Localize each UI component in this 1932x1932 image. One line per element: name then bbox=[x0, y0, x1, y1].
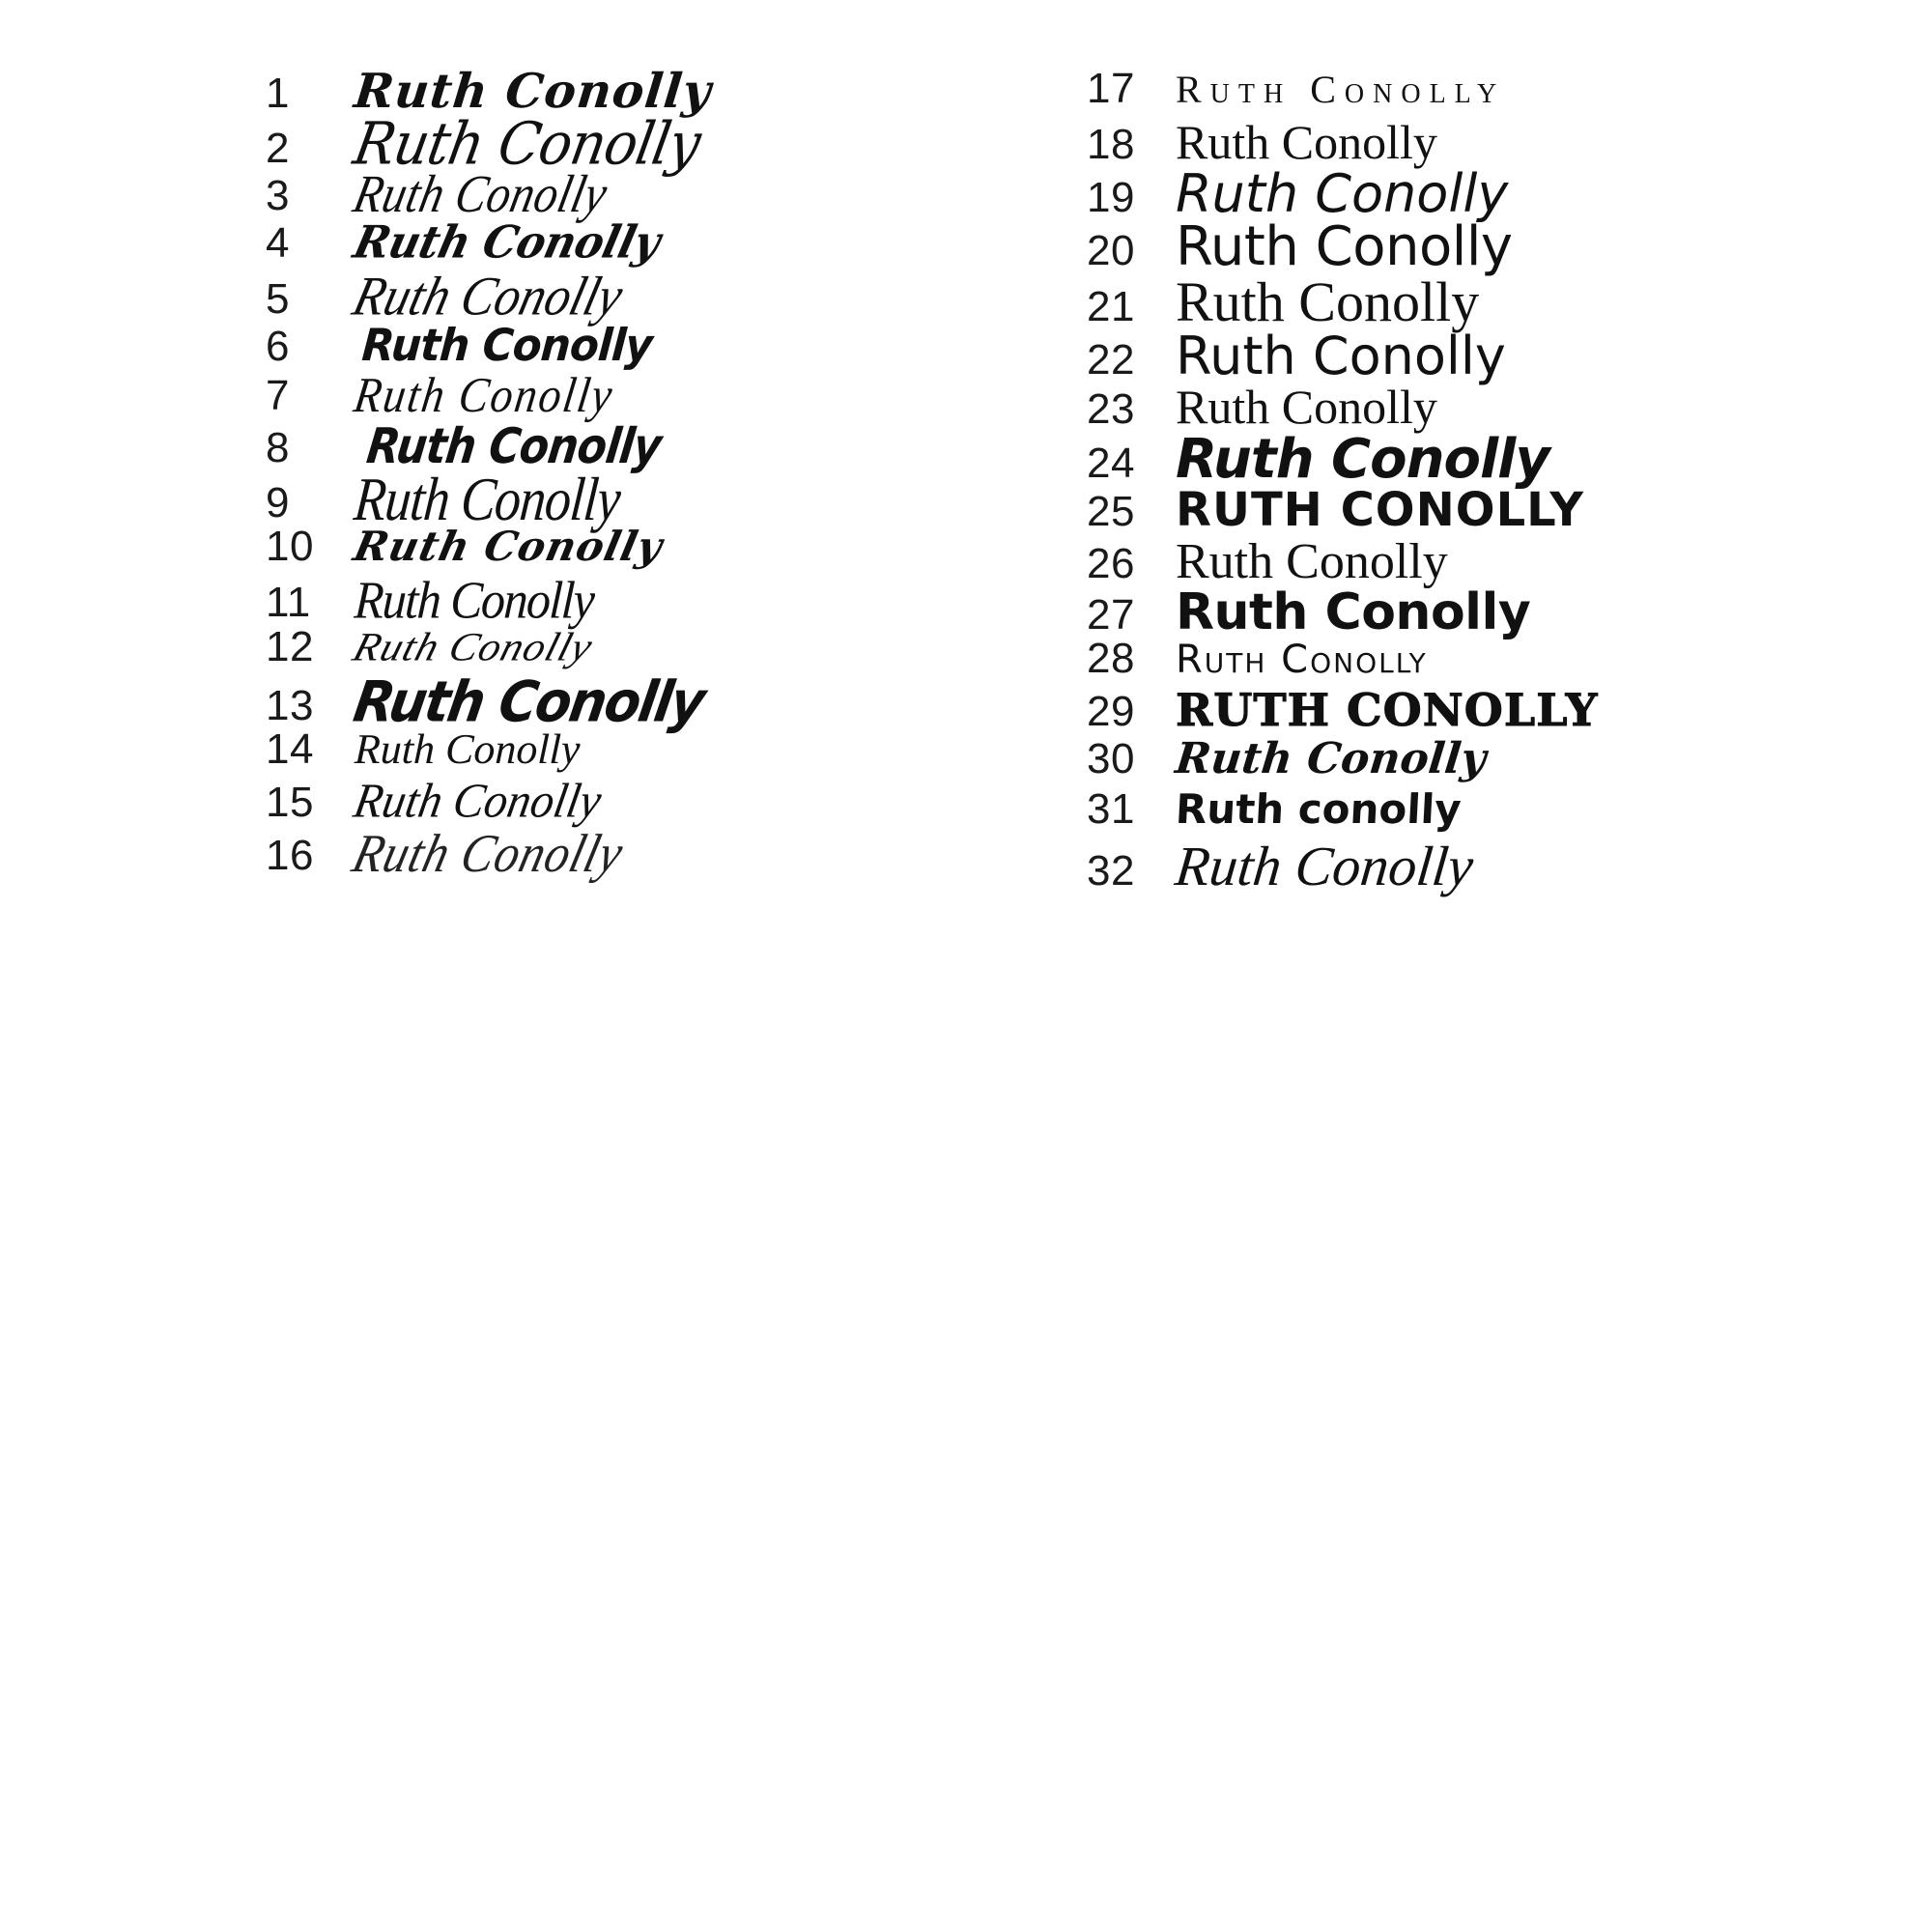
sample-number-16: 16 bbox=[266, 832, 314, 879]
sample-number-27: 27 bbox=[1087, 591, 1135, 639]
sample-number-13: 13 bbox=[266, 682, 314, 729]
sample-text-20 bbox=[1176, 215, 1850, 278]
sample-row-27[interactable] bbox=[1087, 583, 1850, 641]
sample-number-7: 7 bbox=[266, 372, 290, 419]
sample-number-17: 17 bbox=[1087, 65, 1135, 112]
sample-number-18: 18 bbox=[1087, 121, 1135, 168]
sample-text-29 bbox=[1176, 684, 1850, 736]
sample-row-13[interactable] bbox=[266, 668, 1029, 735]
sample-number-1: 1 bbox=[266, 70, 290, 117]
sample-row-31[interactable] bbox=[1087, 785, 1850, 838]
sample-text-12 bbox=[348, 624, 1029, 669]
sample-glyphs-9: Ruth Conolly bbox=[351, 465, 623, 534]
sample-row-25[interactable] bbox=[1087, 483, 1850, 537]
sample-text-1 bbox=[352, 63, 1029, 119]
sample-number-3: 3 bbox=[266, 172, 290, 219]
sample-text-25 bbox=[1176, 483, 1850, 537]
sample-row-10[interactable] bbox=[266, 523, 1029, 576]
sample-number-15: 15 bbox=[266, 779, 314, 826]
left-sample-column bbox=[266, 63, 1029, 884]
sample-text-24 bbox=[1176, 428, 1850, 491]
sample-text-17 bbox=[1176, 68, 1850, 111]
sample-text-26 bbox=[1176, 534, 1850, 589]
sample-row-2[interactable] bbox=[266, 110, 1029, 179]
sample-columns bbox=[58, 63, 1874, 1874]
sample-glyphs-14: Ruth Conolly bbox=[354, 725, 582, 773]
sample-number-28: 28 bbox=[1087, 635, 1135, 682]
sample-glyphs-17: Ruth Conolly bbox=[1176, 68, 1506, 111]
sample-glyphs-23: Ruth Conolly bbox=[1176, 380, 1437, 434]
sample-glyphs-13: Ruth Conolly bbox=[349, 668, 709, 735]
sample-text-10 bbox=[349, 523, 1029, 570]
sample-glyphs-29: RUTH CONOLLY bbox=[1176, 684, 1599, 736]
sample-row-26[interactable] bbox=[1087, 534, 1850, 589]
sample-number-32: 32 bbox=[1087, 847, 1135, 895]
right-sample-column bbox=[1087, 65, 1850, 897]
sample-text-22 bbox=[1176, 326, 1850, 386]
sample-glyphs-15: Ruth Conolly bbox=[350, 774, 606, 829]
sample-row-29[interactable] bbox=[1087, 684, 1850, 738]
sample-text-11 bbox=[353, 570, 1029, 630]
sample-glyphs-7: Ruth Conolly bbox=[351, 366, 618, 422]
sample-text-9 bbox=[351, 465, 1029, 534]
sample-number-8: 8 bbox=[266, 424, 290, 471]
sample-text-19 bbox=[1176, 163, 1850, 224]
sample-row-32[interactable] bbox=[1087, 835, 1850, 897]
sample-text-4 bbox=[348, 216, 1029, 270]
sample-number-29: 29 bbox=[1087, 688, 1135, 735]
sample-number-22: 22 bbox=[1087, 336, 1135, 384]
sample-glyphs-5: Ruth Conolly bbox=[347, 267, 629, 327]
sample-text-21 bbox=[1176, 270, 1850, 333]
sample-row-7[interactable] bbox=[266, 366, 1029, 423]
sample-text-5 bbox=[347, 267, 1029, 327]
sample-row-9[interactable] bbox=[266, 465, 1029, 534]
sample-text-3 bbox=[348, 164, 1029, 224]
sample-glyphs-22: Ruth Conolly bbox=[1176, 326, 1506, 386]
sample-row-28[interactable] bbox=[1087, 635, 1850, 688]
sample-glyphs-12: Ruth Conolly bbox=[348, 624, 599, 669]
sample-glyphs-3: Ruth Conolly bbox=[348, 164, 613, 224]
sample-text-23 bbox=[1176, 380, 1850, 434]
sample-text-8 bbox=[355, 417, 1029, 475]
sample-glyphs-11: Ruth Conolly bbox=[353, 570, 595, 630]
sample-glyphs-25: RUTH CONOLLY bbox=[1176, 483, 1585, 537]
sample-glyphs-18: Ruth Conolly bbox=[1176, 115, 1437, 169]
sample-number-20: 20 bbox=[1087, 227, 1135, 274]
sample-row-11[interactable] bbox=[266, 570, 1029, 630]
sample-number-31: 31 bbox=[1087, 785, 1135, 833]
sample-row-3[interactable] bbox=[266, 164, 1029, 224]
sample-glyphs-31: Ruth conolly bbox=[1174, 785, 1463, 833]
sample-row-16[interactable] bbox=[266, 822, 1029, 884]
sample-glyphs-6: Ruth Conolly bbox=[360, 319, 654, 371]
sample-text-31 bbox=[1174, 785, 1850, 833]
sample-glyphs-19: Ruth Conolly bbox=[1176, 163, 1509, 224]
sample-text-30 bbox=[1173, 734, 1850, 783]
sample-number-5: 5 bbox=[266, 275, 290, 323]
sample-text-27 bbox=[1176, 583, 1850, 641]
sample-number-4: 4 bbox=[266, 219, 290, 267]
sample-row-21[interactable] bbox=[1087, 270, 1850, 333]
sample-number-23: 23 bbox=[1087, 385, 1135, 433]
sample-glyphs-10: Ruth Conolly bbox=[349, 523, 668, 570]
sample-number-19: 19 bbox=[1087, 174, 1135, 221]
sample-text-16 bbox=[347, 822, 1029, 884]
sample-number-12: 12 bbox=[266, 623, 314, 670]
sample-row-15[interactable] bbox=[266, 774, 1029, 829]
sample-text-2 bbox=[348, 110, 1029, 179]
sample-glyphs-2: Ruth Conolly bbox=[348, 110, 705, 179]
sample-row-17[interactable] bbox=[1087, 65, 1850, 118]
sample-number-10: 10 bbox=[266, 523, 314, 570]
sample-number-14: 14 bbox=[266, 725, 314, 773]
sample-number-30: 30 bbox=[1087, 735, 1135, 782]
sample-row-30[interactable] bbox=[1087, 734, 1850, 788]
sample-row-24[interactable] bbox=[1087, 428, 1850, 491]
sample-text-6 bbox=[355, 319, 1029, 371]
sample-number-25: 25 bbox=[1087, 488, 1135, 535]
sample-text-32 bbox=[1172, 835, 1850, 897]
sample-text-14 bbox=[354, 725, 1029, 773]
sample-glyphs-8: Ruth Conolly bbox=[363, 417, 665, 475]
sample-glyphs-27: Ruth Conolly bbox=[1176, 583, 1531, 641]
sample-number-2: 2 bbox=[266, 125, 290, 172]
sample-row-18[interactable] bbox=[1087, 115, 1850, 169]
sample-number-24: 24 bbox=[1087, 440, 1135, 487]
sample-text-15 bbox=[350, 774, 1029, 829]
sample-row-19[interactable] bbox=[1087, 163, 1850, 224]
sample-number-26: 26 bbox=[1087, 540, 1135, 587]
sample-row-20[interactable] bbox=[1087, 215, 1850, 278]
sample-glyphs-28: Ruth Conolly bbox=[1176, 638, 1428, 682]
sample-row-6[interactable] bbox=[266, 319, 1029, 373]
sample-text-13 bbox=[349, 668, 1029, 735]
sample-text-7 bbox=[351, 366, 1029, 422]
sample-text-18 bbox=[1176, 115, 1850, 169]
sample-glyphs-32: Ruth Conolly bbox=[1172, 835, 1477, 897]
sample-glyphs-1: Ruth Conolly bbox=[352, 63, 715, 119]
sample-glyphs-20: Ruth Conolly bbox=[1176, 215, 1513, 278]
sample-row-23[interactable] bbox=[1087, 380, 1850, 434]
sample-number-11: 11 bbox=[266, 579, 311, 626]
sample-row-14[interactable] bbox=[266, 725, 1029, 779]
sample-number-21: 21 bbox=[1087, 283, 1135, 330]
sample-glyphs-21: Ruth Conolly bbox=[1176, 270, 1480, 333]
sample-glyphs-30: Ruth Conolly bbox=[1173, 734, 1489, 783]
sample-row-4[interactable] bbox=[266, 216, 1029, 272]
sample-glyphs-16: Ruth Conolly bbox=[347, 822, 631, 884]
sample-number-9: 9 bbox=[266, 479, 290, 526]
sample-glyphs-4: Ruth Conolly bbox=[348, 216, 666, 270]
sample-glyphs-24: Ruth Conolly bbox=[1176, 428, 1549, 491]
sample-glyphs-26: Ruth Conolly bbox=[1176, 534, 1448, 589]
sample-text-28 bbox=[1176, 638, 1850, 682]
sample-row-22[interactable] bbox=[1087, 326, 1850, 386]
sample-row-5[interactable] bbox=[266, 267, 1029, 327]
sample-number-6: 6 bbox=[266, 323, 290, 370]
